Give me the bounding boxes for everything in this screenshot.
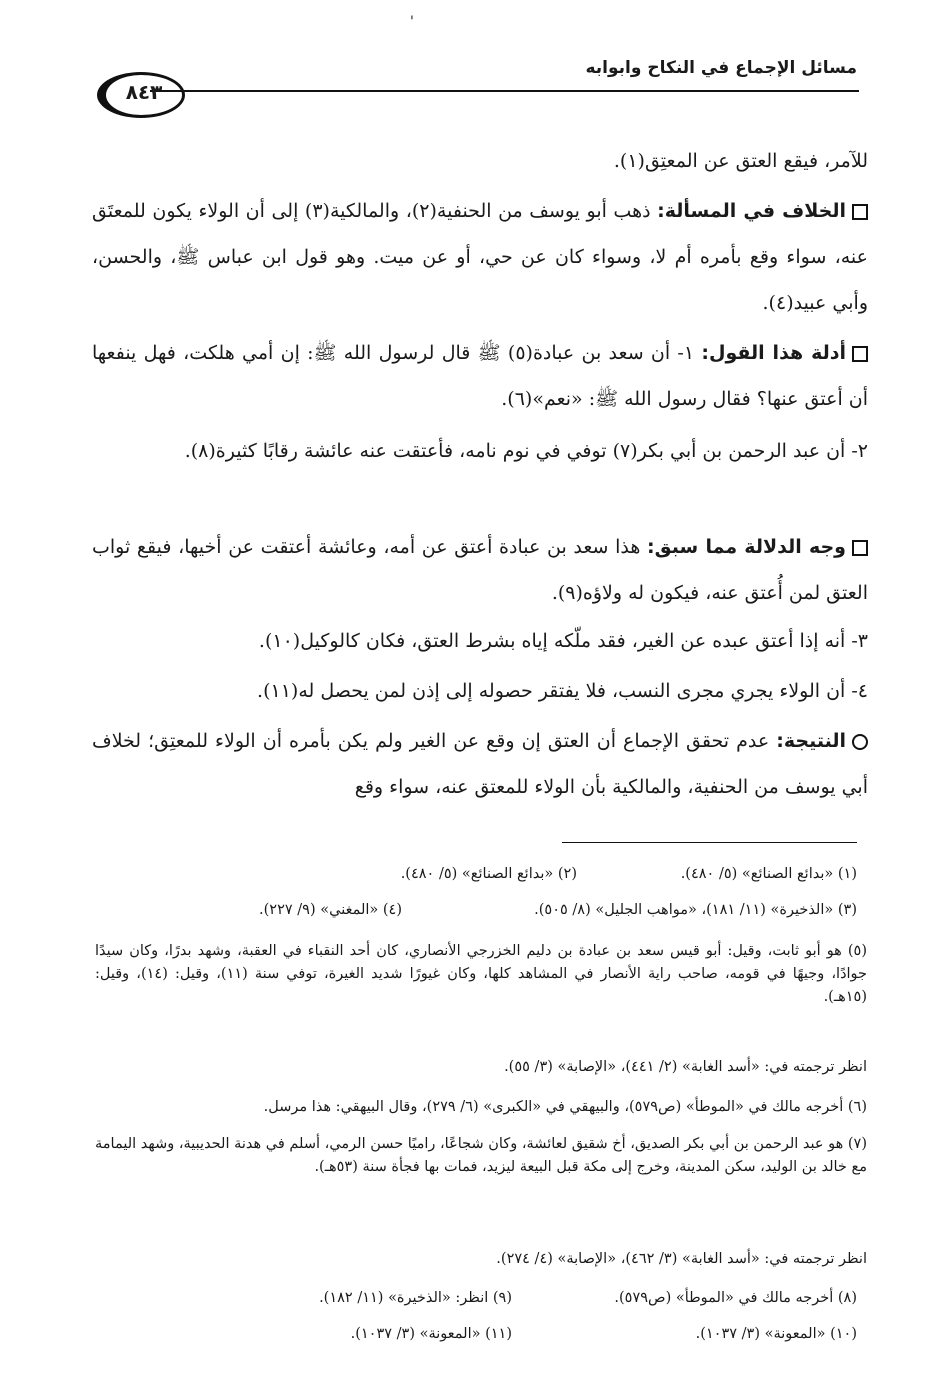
footnote-1: (١) «بدائع الصنائع» (٥/ ٤٨٠). <box>680 866 857 882</box>
evidence-4-text: ٤- أن الولاء يجري مجرى النسب، فلا يفتقر حصوله إلى إذن لمن يحصل له(١١). <box>257 680 868 702</box>
result-text: عدم تحقق الإجماع أن العتق إن وقع عن الغير ولم يكن بأمره أن الولاء للمعتِق؛ لخلاف أبي يوسف من الحنفية، والمالكية بأن الولاء للمعتق عنه، سواء وقع <box>92 730 868 798</box>
evidence-label: أدلة هذا القول: <box>701 342 847 364</box>
footnote-7-sources: انظر ترجمته في: «أسد الغابة» (٣/ ٤٦٢)، «الإصابة» (٤/ ٢٧٤). <box>496 1251 867 1267</box>
square-bullet-icon <box>852 540 868 556</box>
square-bullet-icon <box>852 346 868 362</box>
disagreement-text: ذهب أبو يوسف من الحنفية(٢)، والمالكية(٣) إلى أن الولاء يكون للمعتَق عنه، سواء وقع بأمره أم لا، وسواء كان عن حي، أو عن ميت. وهو قول ابن عباس ﷺ، والحسن، وأبي عبيد(٤). <box>92 200 868 314</box>
page-number: ٨٤٣ <box>125 80 163 104</box>
footnote-6: (٦) أخرجه مالك في «الموطأ» (ص٥٧٩)، والبيهقي في «الكبرى» (٦/ ٢٧٩)، وقال البيهقي: هذا مرسل. <box>263 1099 867 1115</box>
footnote-9: (٩) انظر: «الذخيرة» (١١/ ١٨٢). <box>319 1290 512 1306</box>
evidence-3-text: ٣- أنه إذا أعتق عبده عن الغير، فقد ملّكه إياه بشرط العتق، فكان كالوكيل(١٠). <box>258 630 868 652</box>
footnote-2: (٢) «بدائع الصنائع» (٥/ ٤٨٠). <box>400 866 577 882</box>
footnote-separator <box>562 842 857 843</box>
paragraph-evidence-2 <box>92 428 868 474</box>
footnote-4: (٤) «المغني» (٩/ ٢٢٧). <box>259 902 402 918</box>
circle-bullet-icon <box>852 734 868 750</box>
footnote-5-sources: انظر ترجمته في: «أسد الغابة» (٢/ ٤٤١)، «الإصابة» (٣/ ٥٥). <box>504 1059 867 1075</box>
running-header-title: مسائل الإجماع في النكاح وابوابه <box>585 58 857 78</box>
disagreement-label: الخلاف في المسألة: <box>657 200 847 222</box>
footnote-3: (٣) «الذخيرة» (١١/ ١٨١)، «مواهب الجليل» (٨/ ٥٠٥). <box>534 902 857 918</box>
paragraph-continuation <box>92 138 868 184</box>
indication-text: هذا سعد بن عبادة أعتق عن أمه، وعائشة أعتقت عن أخيها، فيقع ثواب العتق لمن أُعتق عنه، فيكون له ولاؤه(٩). <box>92 536 868 604</box>
top-mark: ' <box>410 14 414 30</box>
evidence-text: ١- أن سعد بن عبادة(٥) ﷺ قال لرسول الله ﷺ: إن أمي هلكت، فهل ينفعها أن أعتق عنها؟ فقال رسول الله ﷺ: «نعم»(٦). <box>92 342 868 410</box>
paragraph-disagreement <box>92 188 868 326</box>
paragraph-result <box>92 718 868 810</box>
indication-label: وجه الدلالة مما سبق: <box>647 536 846 558</box>
footnote-7: (٧) هو عبد الرحمن بن أبي بكر الصديق، أخ شقيق لعائشة، وكان شجاعًا، راميًا حسن الرمي، أسلم في هدنة الحديبية، وشهد اليمامة مع خالد بن الوليد، سكن المدينة، وخرج إلى مكة قبل البيعة ليزيد، فمات بها فجأة سنة (٥٣هـ). <box>95 1136 867 1175</box>
paragraph-evidence-4 <box>92 668 868 714</box>
square-bullet-icon <box>852 204 868 220</box>
footnote-11: (١١) «المعونة» (٣/ ١٠٣٧). <box>350 1326 512 1342</box>
evidence-2-text: ٢- أن عبد الرحمن بن أبي بكر(٧) توفي في نوم نامه، فأعتقت عنه عائشة رقابًا كثيرة(٨). <box>184 440 868 462</box>
paragraph-indication <box>92 524 868 616</box>
paragraph-evidence <box>92 330 868 422</box>
paragraph-evidence-3 <box>92 618 868 664</box>
header-rule <box>150 90 859 92</box>
footnote-10: (١٠) «المعونة» (٣/ ١٠٣٧). <box>695 1326 857 1342</box>
result-label: النتيجة: <box>776 730 846 752</box>
continuation-text: للآمر، فيقع العتق عن المعتِق(١). <box>613 150 868 172</box>
footnote-8: (٨) أخرجه مالك في «الموطأ» (ص٥٧٩). <box>614 1290 857 1306</box>
footnote-5: (٥) هو أبو ثابت، وقيل: أبو قيس سعد بن عبادة بن دليم الخزرجي الأنصاري، كان أحد النقباء في العقبة، وشهد بدرًا، وكان سيدًا جوادًا، وجيهًا في قومه، صاحب راية الأنصار في المشاهد كلها، وكان غيورًا شديد الغيرة، توفي سنة (١١)، وقيل: (١٤)، وقيل: (١٥هـ). <box>95 943 868 1005</box>
